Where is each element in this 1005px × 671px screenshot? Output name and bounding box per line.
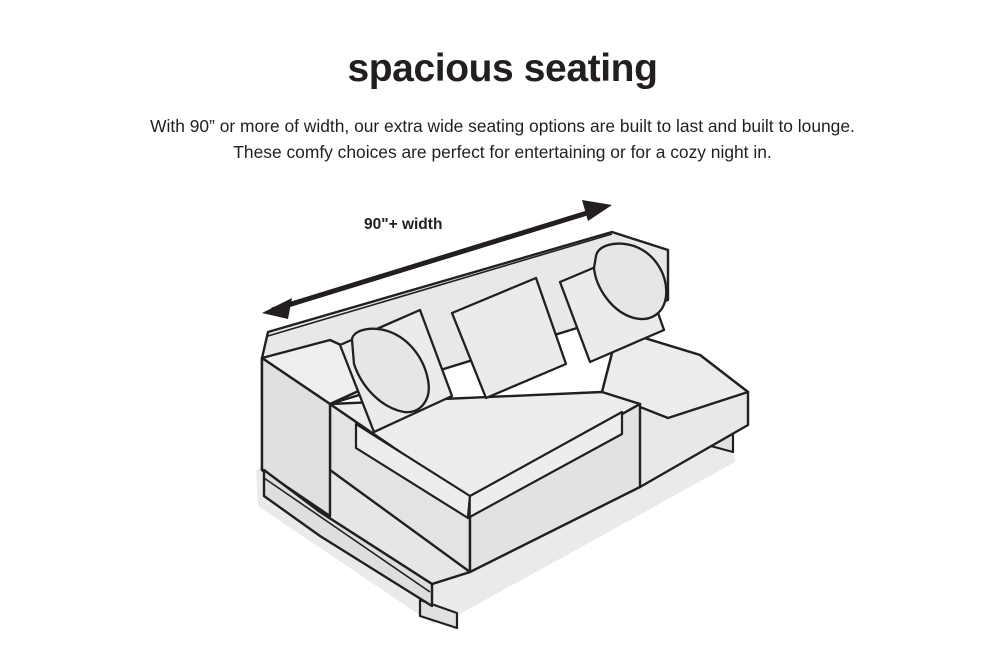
dimension-label: 90"+ width [364, 216, 443, 233]
description-line-1: With 90” or more of width, our extra wide seating options are built to last and built to lounge. [150, 116, 855, 136]
page-title: spacious seating [347, 47, 658, 90]
description-line-2: These comfy choices are perfect for entertaining or for a cozy night in. [233, 142, 772, 163]
